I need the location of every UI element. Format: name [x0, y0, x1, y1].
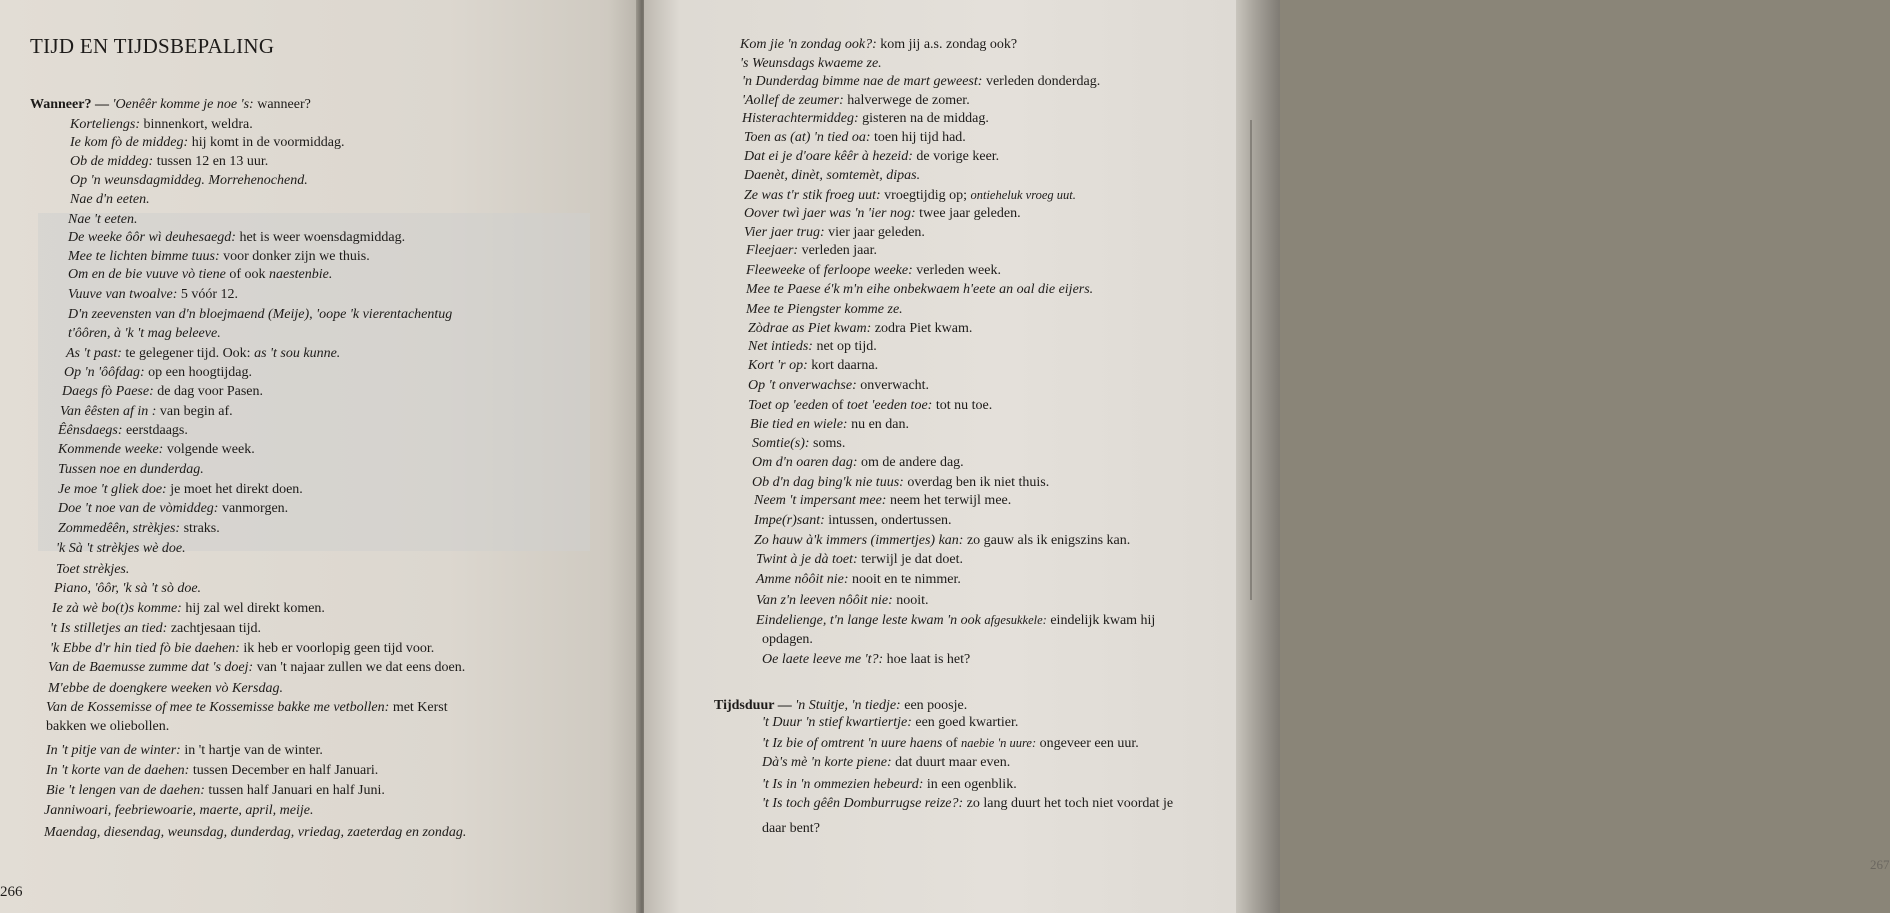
text-line — [58, 500, 288, 518]
text-segment: 't Is stilletjes an tied: — [50, 621, 168, 636]
text-segment: 'Aollef de zeumer: — [742, 93, 844, 108]
left-page — [0, 0, 640, 913]
text-segment: vier jaar geleden. — [824, 225, 925, 240]
text-line — [756, 592, 929, 610]
text-segment: verleden jaar. — [798, 243, 877, 258]
text-segment: kom jij a.s. zondag ook? — [876, 37, 1018, 52]
text-segment: van 't najaar zullen we dat eens doen. — [253, 660, 466, 675]
text-segment: Vuuve van twoalve: — [68, 287, 178, 302]
text-segment: Tussen noe en dunderdag. — [58, 462, 204, 477]
text-line — [714, 697, 967, 715]
text-line — [746, 262, 1001, 280]
text-segment: Doe 't noe van de vòmiddeg: — [58, 501, 219, 516]
text-segment: Daegs fò Paese: — [62, 384, 154, 399]
text-segment: 'k Sà 't strèkjes wè doe. — [56, 541, 186, 556]
text-segment: M'ebbe de doengkere weeken vò Kersdag. — [48, 681, 283, 696]
text-line — [746, 281, 1093, 299]
text-line — [58, 461, 204, 479]
text-segment: In 't korte van de daehen: — [46, 763, 190, 778]
text-line — [762, 820, 820, 838]
text-segment: zo lang duurt het toch niet voordat je — [963, 796, 1174, 811]
text-segment: Op 't onverwachse: — [748, 378, 857, 393]
text-segment: ferloope weeke: — [823, 263, 913, 278]
text-segment: Fleeweeke — [746, 263, 806, 278]
text-line — [44, 824, 466, 842]
text-segment: Êênsdaegs: — [58, 423, 123, 438]
text-line — [748, 338, 877, 356]
text-segment: Kom jie 'n zondag ook?: — [740, 37, 877, 52]
text-line — [750, 416, 909, 434]
text-segment: 't Is in 'n ommezien hebeurd: — [762, 777, 924, 792]
text-segment: Toen as (at) 'n tied oa: — [744, 130, 871, 145]
text-line — [58, 481, 303, 499]
text-line — [754, 532, 1130, 550]
text-segment: onverwacht. — [856, 378, 930, 393]
text-segment: opdagen. — [762, 632, 813, 647]
text-segment: Fleejaer: — [746, 243, 799, 258]
text-segment: Twint à je dà toet: — [756, 552, 858, 567]
text-segment: Mee te lichten bimme tuus: — [68, 249, 220, 264]
text-line — [56, 561, 129, 579]
text-line — [58, 520, 220, 538]
text-line — [744, 224, 925, 242]
text-segment: Histerachtermiddeg: — [742, 111, 859, 126]
text-segment: Bie tied en wiele: — [750, 417, 848, 432]
text-segment: of ook — [225, 267, 269, 282]
text-segment: Eindelienge, t'n lange leste kwam 'n ook — [756, 613, 985, 628]
text-segment: Van de Baemusse zumme dat 's doej: — [48, 660, 254, 675]
text-line — [740, 36, 1017, 54]
text-segment: het is weer woensdagmiddag. — [235, 230, 406, 245]
text-line — [68, 306, 452, 324]
text-segment: De weeke ôôr wì deuhesaegd: — [68, 230, 236, 245]
text-segment: nu en dan. — [847, 417, 910, 432]
text-segment: kort daarna. — [807, 358, 879, 373]
text-segment: Mee te Paese é'k m'n eihe onbekwaem h'eete an oal die eijers. — [746, 282, 1094, 297]
text-line — [58, 422, 188, 440]
text-line — [748, 377, 929, 395]
page-number-right: 267 — [1870, 857, 1890, 872]
text-segment: eindelijk kwam hij — [1046, 613, 1156, 628]
text-line — [754, 492, 1011, 510]
page-number-left: 266 — [0, 884, 23, 900]
text-line — [744, 167, 920, 185]
text-segment: je moet het direkt doen. — [166, 482, 303, 497]
text-segment: terwijl je dat doet. — [857, 552, 963, 567]
text-segment: Van êêsten af in : — [60, 404, 157, 419]
text-segment: binnenkort, weldra. — [140, 117, 253, 132]
text-line — [744, 148, 999, 166]
text-line — [748, 357, 878, 375]
text-segment: zachtjesaan tijd. — [167, 621, 261, 636]
text-segment: ongeveer een uur. — [1036, 736, 1139, 751]
text-segment: de dag voor Pasen. — [153, 384, 264, 399]
text-line — [50, 620, 261, 638]
text-line — [68, 266, 332, 284]
text-line — [68, 211, 137, 229]
text-segment: nooit en te nimmer. — [848, 572, 961, 587]
text-segment: Somtie(s): — [752, 436, 810, 451]
text-segment: D'n zeevensten van d'n bloejmaend (Meije), 'oope 'k vierentachentug — [68, 307, 453, 322]
text-line — [762, 631, 813, 649]
text-line — [742, 110, 989, 128]
text-segment: Om d'n oaren dag: — [752, 455, 858, 470]
text-segment: in 't hartje van de winter. — [180, 743, 323, 758]
text-segment: Van z'n leeven nôôit nie: — [756, 593, 893, 608]
text-segment: Neem 't impersant mee: — [754, 493, 887, 508]
text-segment: straks. — [180, 521, 220, 536]
text-segment: Bie 't lengen van de daehen: — [46, 783, 205, 798]
text-segment: Toet op 'eeden — [748, 398, 829, 413]
text-line — [762, 776, 1017, 794]
text-line — [756, 551, 963, 569]
text-segment: Zo hauw à'k immers (immertjes) kan: — [754, 533, 964, 548]
text-segment: 't Is toch gêên Domburrugse reize?: — [762, 796, 964, 811]
text-line — [62, 383, 263, 401]
text-segment: hij komt in de voormiddag. — [188, 135, 345, 150]
text-line — [68, 229, 405, 247]
text-segment: Je moe 't gliek doe: — [58, 482, 167, 497]
text-line — [70, 153, 268, 171]
text-segment: 'k Ebbe d'r hin tied fò bie daehen: — [50, 641, 240, 656]
text-line — [30, 96, 311, 114]
text-segment: Impe(r)sant: — [754, 513, 825, 528]
text-line — [48, 659, 465, 677]
text-line — [744, 205, 1021, 223]
text-segment: afgesukkele: — [984, 613, 1047, 627]
text-segment: Maendag, diesendag, weunsdag, dunderdag, vriedag, zaeterdag en zondag. — [44, 825, 467, 840]
text-segment: Van de Kossemisse of mee te Kossemisse bakke me vetbollen: — [46, 700, 390, 715]
text-line — [762, 795, 1173, 813]
text-segment: verleden donderdag. — [982, 74, 1101, 89]
text-segment: eerstdaags. — [122, 423, 188, 438]
text-line — [54, 580, 201, 598]
text-line — [744, 129, 966, 147]
text-segment: overdag ben ik niet thuis. — [903, 475, 1050, 490]
text-segment: tussen 12 en 13 uur. — [153, 154, 269, 169]
text-line — [762, 734, 1139, 753]
text-segment: zodra Piet kwam. — [871, 321, 973, 336]
text-line — [70, 134, 345, 152]
text-segment: ik heb er voorlopig geen tijd voor. — [239, 641, 435, 656]
text-segment: te gelegener tijd. Ook: — [121, 346, 255, 361]
text-segment: 5 vóór 12. — [177, 287, 239, 302]
text-segment: 's Weunsdags kwaeme ze. — [740, 56, 882, 71]
text-line — [744, 186, 1076, 205]
text-segment: soms. — [809, 436, 846, 451]
text-segment: dat duurt maar even. — [891, 755, 1011, 770]
text-line — [46, 718, 169, 736]
chapter-title: TIJD EN TIJDSBEPALING — [30, 34, 275, 58]
text-line — [46, 762, 378, 780]
text-segment: of — [805, 263, 824, 278]
text-segment: Ob de middeg: — [70, 154, 154, 169]
edge-sketch — [1250, 120, 1278, 600]
text-segment: Oe laete leeve me 't?: — [762, 652, 884, 667]
text-line — [44, 802, 313, 820]
text-segment: 'n Dunderdag bimme nae de mart geweest: — [742, 74, 983, 89]
text-segment: hoe laat is het? — [883, 652, 971, 667]
text-segment: voor donker zijn we thuis. — [219, 249, 370, 264]
text-segment: Tijdsduur — — [714, 698, 796, 713]
text-segment: Wanneer? — — [30, 97, 113, 112]
text-segment: Piano, 'ôôr, 'k sà 't sò doe. — [54, 581, 202, 596]
text-line — [66, 345, 340, 363]
text-segment: op een hoogtijdag. — [144, 365, 252, 380]
text-segment: een poosje. — [900, 698, 968, 713]
text-segment: Amme nôôit nie: — [756, 572, 849, 587]
text-segment: toet 'eeden toe: — [846, 398, 933, 413]
text-segment: as 't sou kunne. — [254, 346, 341, 361]
text-segment: tussen half Januari en half Juni. — [204, 783, 385, 798]
text-segment: om de andere dag. — [857, 455, 964, 470]
text-line — [56, 540, 186, 558]
text-line — [46, 699, 448, 717]
text-line — [756, 571, 961, 589]
text-line — [70, 172, 308, 190]
text-line — [50, 640, 434, 658]
text-segment: Ie zà wè bo(t)s komme: — [52, 601, 182, 616]
text-segment: Kommende weeke: — [58, 442, 164, 457]
text-line — [746, 242, 877, 260]
text-line — [64, 364, 252, 382]
text-line — [742, 92, 970, 110]
text-line — [752, 454, 964, 472]
text-line — [762, 714, 1018, 732]
text-segment: bakken we oliebollen. — [46, 719, 170, 734]
text-segment: Om en de bie vuuve vò tiene — [68, 267, 226, 282]
text-segment: 'n Stuitje, 'n tiedje: — [795, 698, 901, 713]
text-line — [752, 435, 845, 453]
text-segment: Vier jaer trug: — [744, 225, 825, 240]
text-segment: gisteren na de middag. — [858, 111, 989, 126]
text-line — [60, 403, 233, 421]
text-segment: Zommedêên, strèkjes: — [58, 521, 181, 536]
text-segment: 'Oenêêr komme je noe 's: — [112, 97, 254, 112]
text-segment: Op 'n weunsdagmiddeg. Morrehenochend. — [70, 173, 308, 188]
text-line — [52, 600, 325, 618]
text-segment: Daenèt, dinèt, somtemèt, dipas. — [744, 168, 921, 183]
text-segment: Oover twì jaer was 'n 'ier nog: — [744, 206, 916, 221]
text-segment: ontieheluk vroeg uut. — [970, 188, 1076, 202]
text-segment: Nae 't eeten. — [68, 212, 138, 227]
text-segment: van begin af. — [156, 404, 233, 419]
text-line — [46, 742, 323, 760]
text-segment: hij zal wel direkt komen. — [181, 601, 325, 616]
text-line — [762, 651, 970, 669]
text-line — [70, 191, 150, 209]
text-segment: 't Duur 'n stief kwartiertje: — [762, 715, 912, 730]
text-segment: twee jaar geleden. — [915, 206, 1021, 221]
text-segment: Ie kom fò de middeg: — [70, 135, 189, 150]
text-segment: naestenbie. — [269, 267, 333, 282]
text-segment: As 't past: — [66, 346, 122, 361]
text-segment: halverwege de zomer. — [843, 93, 970, 108]
text-line — [756, 611, 1155, 630]
text-segment: Kort 'r op: — [748, 358, 808, 373]
text-segment: of — [828, 398, 847, 413]
text-segment: Mee te Piengster komme ze. — [746, 302, 903, 317]
text-segment: tussen December en half Januari. — [189, 763, 379, 778]
text-segment: zo gauw als ik enigszins kan. — [963, 533, 1131, 548]
text-segment: een goed kwartier. — [911, 715, 1019, 730]
text-segment: neem het terwijl mee. — [886, 493, 1012, 508]
text-line — [58, 441, 255, 459]
text-segment: vanmorgen. — [218, 501, 289, 516]
text-segment: intussen, ondertussen. — [824, 513, 952, 528]
text-line — [748, 397, 992, 415]
text-line — [762, 754, 1010, 772]
text-segment: Janniwoari, feebriewoarie, maerte, april, meije. — [44, 803, 314, 818]
text-segment: toen hij tijd had. — [870, 130, 966, 145]
text-segment: net op tijd. — [812, 339, 877, 354]
text-line — [70, 116, 253, 134]
right-page — [644, 0, 1890, 913]
text-line — [742, 73, 1100, 91]
text-segment: t'ôôren, à 'k 't mag beleeve. — [68, 326, 221, 341]
text-segment: vroegtijdig op; — [880, 188, 971, 203]
text-line — [740, 55, 882, 73]
text-line — [754, 512, 952, 530]
text-segment: volgende week. — [163, 442, 255, 457]
text-line — [746, 301, 903, 319]
text-segment: 't Iz bie of omtrent 'n uure haens — [762, 736, 943, 751]
text-segment: wanneer? — [253, 97, 311, 112]
text-segment: Op 'n 'ôôfdag: — [64, 365, 145, 380]
text-segment: Zòdrae as Piet kwam: — [748, 321, 872, 336]
text-segment: Toet strèkjes. — [56, 562, 130, 577]
text-line — [48, 680, 283, 698]
text-segment: daar bent? — [762, 821, 820, 836]
text-segment: Dà's mè 'n korte piene: — [762, 755, 892, 770]
text-segment: met Kerst — [389, 700, 448, 715]
text-segment: in een ogenblik. — [923, 777, 1017, 792]
text-segment: Net intieds: — [748, 339, 813, 354]
text-segment: verleden week. — [912, 263, 1001, 278]
text-segment: Nae d'n eeten. — [70, 192, 150, 207]
text-segment: nooit. — [892, 593, 929, 608]
text-line — [748, 320, 972, 338]
text-line — [752, 474, 1049, 492]
text-segment: of — [942, 736, 961, 751]
text-line — [46, 782, 385, 800]
next-page-edge — [1236, 0, 1280, 913]
text-segment: Ze was t'r stik froeg uut: — [744, 188, 881, 203]
text-line — [68, 286, 238, 304]
text-segment: Dat ei je d'oare kêêr à hezeid: — [744, 149, 913, 164]
text-line — [68, 248, 370, 266]
text-segment: naebie 'n uure: — [961, 736, 1037, 750]
text-segment: Korteliengs: — [70, 117, 140, 132]
text-segment: tot nu toe. — [932, 398, 993, 413]
text-segment: Ob d'n dag bing'k nie tuus: — [752, 475, 904, 490]
text-segment: In 't pitje van de winter: — [46, 743, 181, 758]
text-line — [68, 325, 221, 343]
text-segment: de vorige keer. — [912, 149, 1000, 164]
